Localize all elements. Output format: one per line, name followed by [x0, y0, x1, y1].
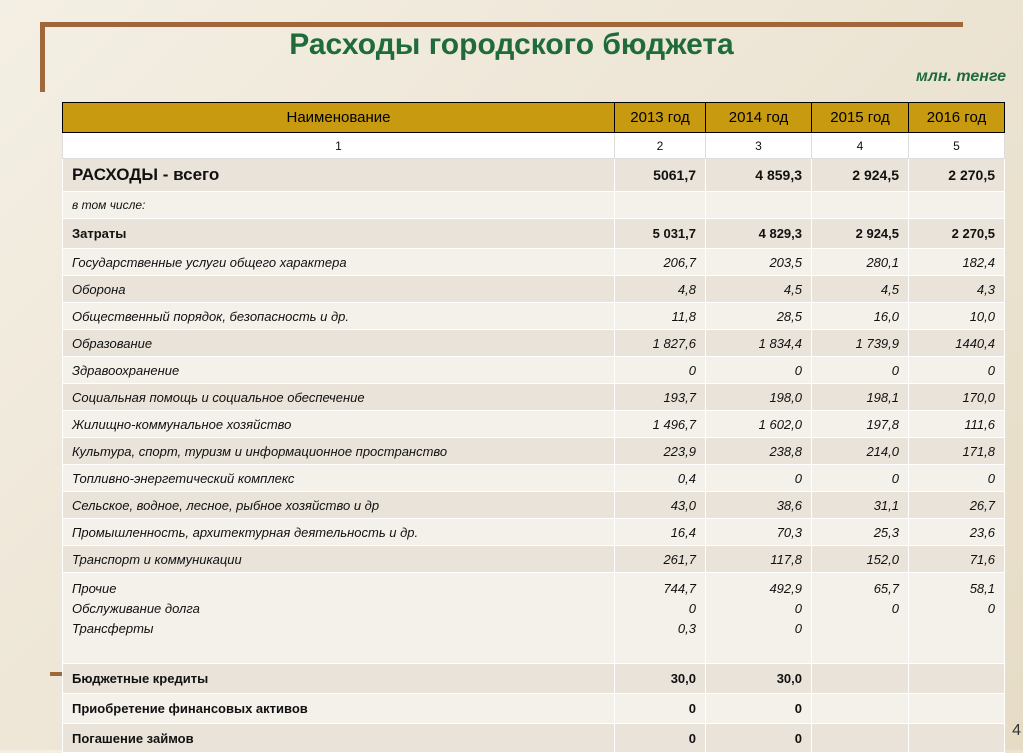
other-value: 0	[794, 601, 802, 616]
row-name: Бюджетные кредиты	[63, 664, 615, 694]
cell-value	[706, 573, 812, 664]
other-value: 0	[794, 621, 802, 636]
including-row	[63, 192, 1005, 219]
cell-value: 4,5	[706, 276, 812, 303]
row-name: Культура, спорт, туризм и информационное пространство	[63, 438, 615, 465]
header-2015: 2015 год	[812, 103, 909, 133]
cell-value: 0	[615, 694, 706, 724]
row-name: Жилищно-коммунальное хозяйство	[63, 411, 615, 438]
frame-top-bar	[40, 22, 963, 27]
row-name: Оборона	[63, 276, 615, 303]
cell-value: 2 270,5	[909, 159, 1005, 192]
loan-repayment-row	[63, 724, 1005, 753]
cell-value: 182,4	[909, 249, 1005, 276]
cell-value: 197,8	[812, 411, 909, 438]
header-2013: 2013 год	[615, 103, 706, 133]
row-name: Здравоохранение	[63, 357, 615, 384]
row-name: Государственные услуги общего характера	[63, 249, 615, 276]
cell-value: 0	[706, 694, 812, 724]
cell-value: 1 496,7	[615, 411, 706, 438]
credits-row	[63, 664, 1005, 694]
units-label: млн. тенге	[916, 68, 1006, 85]
table-header-row	[63, 103, 1005, 133]
table-row	[63, 330, 1005, 357]
cell-value: 0	[615, 724, 706, 753]
column-number: 5	[909, 133, 1005, 159]
other-value: 58,1	[969, 581, 995, 596]
row-name: Топливно-энергетический комплекс	[63, 465, 615, 492]
cell-value: 2 270,5	[909, 219, 1005, 249]
table-row	[63, 357, 1005, 384]
cell-value: 71,6	[909, 546, 1005, 573]
cell-value: 38,6	[706, 492, 812, 519]
table-row	[63, 276, 1005, 303]
cell-value: 214,0	[812, 438, 909, 465]
row-name: Сельское, водное, лесное, рыбное хозяйство и др	[63, 492, 615, 519]
other-name: Трансферты	[72, 621, 154, 636]
row-name: в том числе:	[63, 192, 615, 219]
cell-value: 2 924,5	[812, 219, 909, 249]
table-row	[63, 492, 1005, 519]
cell-value: 5061,7	[615, 159, 706, 192]
column-number: 1	[63, 133, 615, 159]
other-value: 0	[987, 601, 995, 616]
cell-value: 261,7	[615, 546, 706, 573]
cell-value: 1 602,0	[706, 411, 812, 438]
cell-value: 28,5	[706, 303, 812, 330]
cell-value: 280,1	[812, 249, 909, 276]
cell-value: 203,5	[706, 249, 812, 276]
column-number: 2	[615, 133, 706, 159]
cell-value	[909, 664, 1005, 694]
cell-value	[812, 724, 909, 753]
cell-value: 0	[706, 465, 812, 492]
cell-value	[909, 573, 1005, 664]
cell-value: 206,7	[615, 249, 706, 276]
cell-value: 4,3	[909, 276, 1005, 303]
cell-value: 70,3	[706, 519, 812, 546]
cell-value: 1440,4	[909, 330, 1005, 357]
frame-accent	[50, 672, 62, 676]
cell-value: 23,6	[909, 519, 1005, 546]
row-name	[63, 573, 615, 664]
cell-value	[909, 724, 1005, 753]
cell-value: 117,8	[706, 546, 812, 573]
row-name: Затраты	[63, 219, 615, 249]
row-name: Транспорт и коммуникации	[63, 546, 615, 573]
cell-value: 30,0	[706, 664, 812, 694]
cell-value: 1 827,6	[615, 330, 706, 357]
row-name: Погашение займов	[63, 724, 615, 753]
financial-assets-row	[63, 694, 1005, 724]
other-value: 0	[891, 601, 899, 616]
column-number: 3	[706, 133, 812, 159]
page-number: 4	[1012, 722, 1021, 739]
cell-value: 171,8	[909, 438, 1005, 465]
cell-value: 26,7	[909, 492, 1005, 519]
cell-value: 30,0	[615, 664, 706, 694]
header-2014: 2014 год	[706, 103, 812, 133]
cell-value: 16,4	[615, 519, 706, 546]
column-number: 4	[812, 133, 909, 159]
cell-value	[812, 694, 909, 724]
cell-value: 31,1	[812, 492, 909, 519]
cell-value: 5 031,7	[615, 219, 706, 249]
cell-value: 0,4	[615, 465, 706, 492]
table-row	[63, 438, 1005, 465]
cell-value: 111,6	[909, 411, 1005, 438]
table-row	[63, 384, 1005, 411]
other-value: 65,7	[873, 581, 899, 596]
row-name: Общественный порядок, безопасность и др.	[63, 303, 615, 330]
cell-value: 198,1	[812, 384, 909, 411]
cell-value: 238,8	[706, 438, 812, 465]
cell-value: 152,0	[812, 546, 909, 573]
cell-value: 4 859,3	[706, 159, 812, 192]
cell-value: 11,8	[615, 303, 706, 330]
cell-value: 2 924,5	[812, 159, 909, 192]
cell-value: 0	[909, 465, 1005, 492]
cell-value: 0	[812, 357, 909, 384]
cell-value: 25,3	[812, 519, 909, 546]
other-value: 744,7	[663, 581, 696, 596]
other-value: 0,3	[677, 621, 696, 636]
costs-row	[63, 219, 1005, 249]
table-row	[63, 519, 1005, 546]
row-name: Социальная помощь и социальное обеспечение	[63, 384, 615, 411]
cell-value: 4,5	[812, 276, 909, 303]
row-name: Приобретение финансовых активов	[63, 694, 615, 724]
cell-value: 10,0	[909, 303, 1005, 330]
other-value: 492,9	[769, 581, 802, 596]
cell-value: 4,8	[615, 276, 706, 303]
cell-value: 0	[706, 357, 812, 384]
cell-value: 1 739,9	[812, 330, 909, 357]
budget-table	[62, 102, 1005, 753]
cell-value: 0	[706, 724, 812, 753]
cell-value: 0	[909, 357, 1005, 384]
header-name: Наименование	[63, 103, 615, 133]
other-name: Обслуживание долга	[72, 601, 200, 616]
table-row	[63, 546, 1005, 573]
cell-value: 198,0	[706, 384, 812, 411]
other-value: 0	[688, 601, 696, 616]
detail-rows	[63, 249, 1005, 573]
cell-value	[615, 573, 706, 664]
other-name: Прочие	[72, 581, 117, 596]
table-row	[63, 465, 1005, 492]
column-number-row	[63, 133, 1005, 159]
row-name: РАСХОДЫ - всего	[63, 159, 615, 192]
cell-value: 16,0	[812, 303, 909, 330]
header-2016: 2016 год	[909, 103, 1005, 133]
cell-value	[812, 573, 909, 664]
table-row	[63, 249, 1005, 276]
cell-value: 4 829,3	[706, 219, 812, 249]
cell-value: 1 834,4	[706, 330, 812, 357]
page-title: Расходы городского бюджета	[289, 28, 734, 61]
cell-value	[909, 694, 1005, 724]
cell-value	[812, 664, 909, 694]
cell-value: 223,9	[615, 438, 706, 465]
cell-value: 170,0	[909, 384, 1005, 411]
cell-value: 0	[615, 357, 706, 384]
cell-value: 193,7	[615, 384, 706, 411]
cell-value: 0	[812, 465, 909, 492]
table-row	[63, 411, 1005, 438]
cell-value: 43,0	[615, 492, 706, 519]
table-row	[63, 303, 1005, 330]
row-name: Образование	[63, 330, 615, 357]
total-row	[63, 159, 1005, 192]
row-name: Промышленность, архитектурная деятельность и др.	[63, 519, 615, 546]
other-row	[63, 573, 1005, 664]
